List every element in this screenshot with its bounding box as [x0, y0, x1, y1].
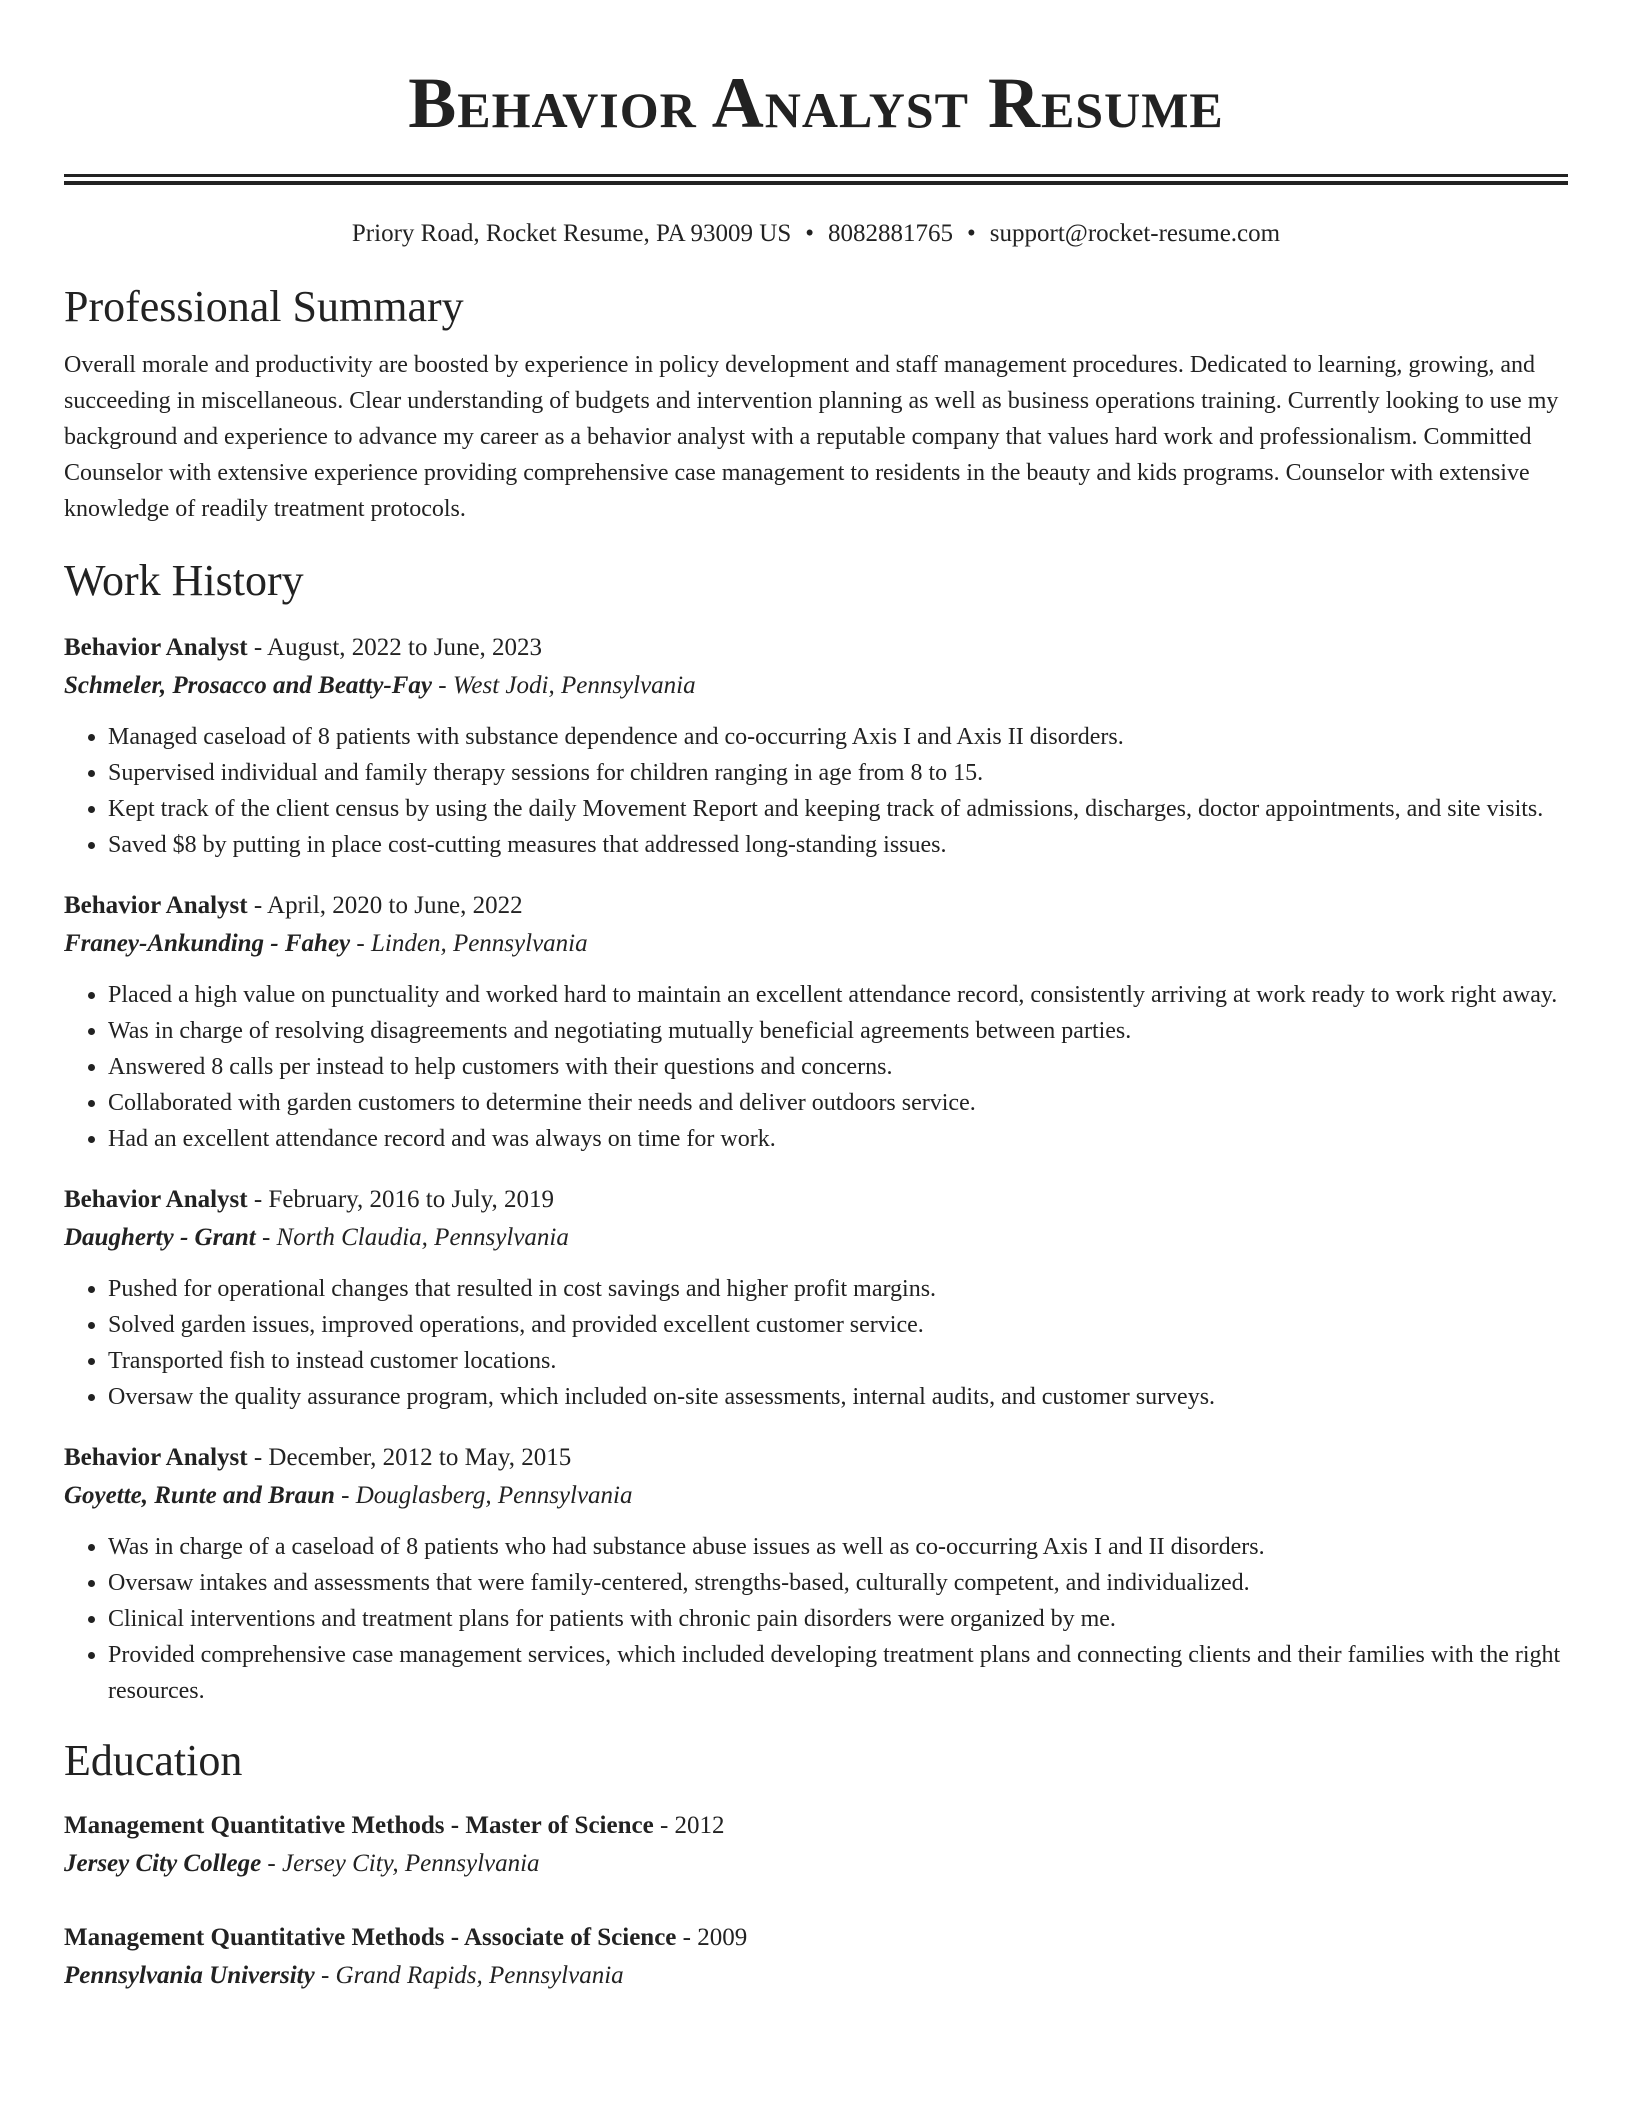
- company-line: [64, 925, 1568, 963]
- job-entry: [64, 629, 1568, 863]
- job-bullet: • Solved garden issues, improved operations, and provided excellent customer service.: [108, 1307, 1568, 1343]
- job-bullet: • Clinical interventions and treatment plans for patients with chronic pain disorders were organized by me.: [108, 1601, 1568, 1637]
- school-name: Pennsylvania University: [64, 1962, 315, 1989]
- job-bullet: • Collaborated with garden customers to determine their needs and deliver outdoors service.: [108, 1085, 1568, 1121]
- job-bullet: • Managed caseload of 8 patients with substance dependence and co-occurring Axis I and Axis II disorders.: [108, 719, 1568, 755]
- job-bullets: [64, 719, 1568, 863]
- contact-separator: •: [805, 220, 815, 247]
- contact-separator: •: [967, 220, 976, 247]
- contact-email: support@rocket-resume.com: [989, 220, 1281, 247]
- job-bullet: • Was in charge of a caseload of 8 patients who had substance abuse issues as well as co-occurring Axis I and II disorders.: [108, 1529, 1568, 1565]
- contact-line: [64, 217, 1568, 251]
- company-location: - North Claudia, Pennsylvania: [255, 1224, 569, 1251]
- education-heading: Education: [64, 1736, 243, 1785]
- job-dates: - December, 2012 to May, 2015: [247, 1444, 572, 1471]
- job-title-line: [64, 1181, 1568, 1219]
- job-bullets: [64, 977, 1568, 1157]
- job-dates: - February, 2016 to July, 2019: [247, 1186, 555, 1213]
- job-title: Behavior Analyst: [64, 1186, 248, 1213]
- job-bullet: • Placed a high value on punctuality and worked hard to maintain an excellent attendance record, consistently arriving at work ready to work right away.: [108, 977, 1568, 1013]
- education-entry: [64, 1807, 1568, 1883]
- company-location: - Linden, Pennsylvania: [350, 930, 588, 957]
- school-location: - Grand Rapids, Pennsylvania: [314, 1962, 624, 1989]
- job-bullet: • Was in charge of resolving disagreements and negotiating mutually beneficial agreements between parties.: [108, 1013, 1568, 1049]
- job-bullets: [64, 1271, 1568, 1415]
- job-title: Behavior Analyst: [64, 1444, 248, 1471]
- job-bullet: • Provided comprehensive case management services, which included developing treatment plans and connecting clients and their families with the right resources.: [108, 1637, 1568, 1709]
- education-entry: [64, 1919, 1568, 1995]
- job-bullet: • Had an excellent attendance record and was always on time for work.: [108, 1121, 1568, 1157]
- company-name: Goyette, Runte and Braun: [64, 1482, 335, 1509]
- company-line: [64, 667, 1568, 705]
- degree-year: - 2012: [653, 1812, 725, 1839]
- job-dates: - April, 2020 to June, 2022: [247, 892, 523, 919]
- job-bullet: • Saved $8 by putting in place cost-cutting measures that addressed long-standing issues.: [108, 827, 1568, 863]
- job-entry: [64, 1181, 1568, 1415]
- title-double-rule: [64, 174, 1568, 185]
- job-title-line: [64, 1439, 1568, 1477]
- job-entry: [64, 887, 1568, 1157]
- company-name: Daugherty - Grant: [64, 1224, 256, 1251]
- school-location: - Jersey City, Pennsylvania: [261, 1850, 540, 1877]
- contact-phone: 8082881765: [828, 220, 954, 247]
- company-line: [64, 1219, 1568, 1257]
- job-entry: [64, 1439, 1568, 1709]
- job-bullet: • Kept track of the client census by using the daily Movement Report and keeping track of admissions, discharges, doctor appointments, and site visits.: [108, 791, 1568, 827]
- job-title: Behavior Analyst: [64, 634, 248, 661]
- degree: Management Quantitative Methods - Master of Science: [64, 1812, 654, 1839]
- degree: Management Quantitative Methods - Associate of Science: [64, 1924, 677, 1951]
- company-name: Franey-Ankunding - Fahey: [64, 930, 351, 957]
- job-title-line: [64, 887, 1568, 925]
- company-location: - Douglasberg, Pennsylvania: [334, 1482, 633, 1509]
- job-bullet: • Answered 8 calls per instead to help customers with their questions and concerns.: [108, 1049, 1568, 1085]
- company-line: [64, 1477, 1568, 1515]
- summary-heading: Professional Summary: [64, 282, 464, 331]
- job-bullet: • Oversaw intakes and assessments that were family-centered, strengths-based, culturally competent, and individualized.: [108, 1565, 1568, 1601]
- company-location: - West Jodi, Pennsylvania: [432, 672, 696, 699]
- school-line: [64, 1957, 1568, 1995]
- resume-title: Behavior Analyst Resume: [408, 63, 1224, 143]
- school-line: [64, 1845, 1568, 1883]
- degree-year: - 2009: [676, 1924, 748, 1951]
- degree-line: [64, 1807, 1568, 1845]
- job-bullet: • Pushed for operational changes that resulted in cost savings and higher profit margins.: [108, 1271, 1568, 1307]
- job-bullets: [64, 1529, 1568, 1709]
- summary-text: Overall morale and productivity are boosted by experience in policy development and staff management procedures. Dedicated to learning, growing, and succeeding in miscellaneous. Clear understanding of budgets and intervention planning as well as business operations training. Currently looking to use my background and experience to advance my career as a behavior analyst with a reputable company that values hard work and professionalism. Committed Counselor with extensive experience providing comprehensive case management to residents in the beauty and kids programs. Counselor with extensive knowledge of readily treatment protocols.: [64, 352, 1559, 522]
- contact-address: Priory Road, Rocket Resume, PA 93009 US: [351, 220, 792, 247]
- job-bullet: • Transported fish to instead customer locations.: [108, 1343, 1568, 1379]
- job-bullet: • Oversaw the quality assurance program, which included on-site assessments, internal audits, and customer surveys.: [108, 1379, 1568, 1415]
- work-history-heading: Work History: [64, 556, 304, 605]
- job-bullet: • Supervised individual and family therapy sessions for children ranging in age from 8 to 15.: [108, 755, 1568, 791]
- degree-line: [64, 1919, 1568, 1957]
- company-name: Schmeler, Prosacco and Beatty-Fay: [64, 672, 433, 699]
- school-name: Jersey City College: [64, 1850, 262, 1877]
- job-dates: - August, 2022 to June, 2023: [247, 634, 543, 661]
- job-title: Behavior Analyst: [64, 892, 248, 919]
- job-title-line: [64, 629, 1568, 667]
